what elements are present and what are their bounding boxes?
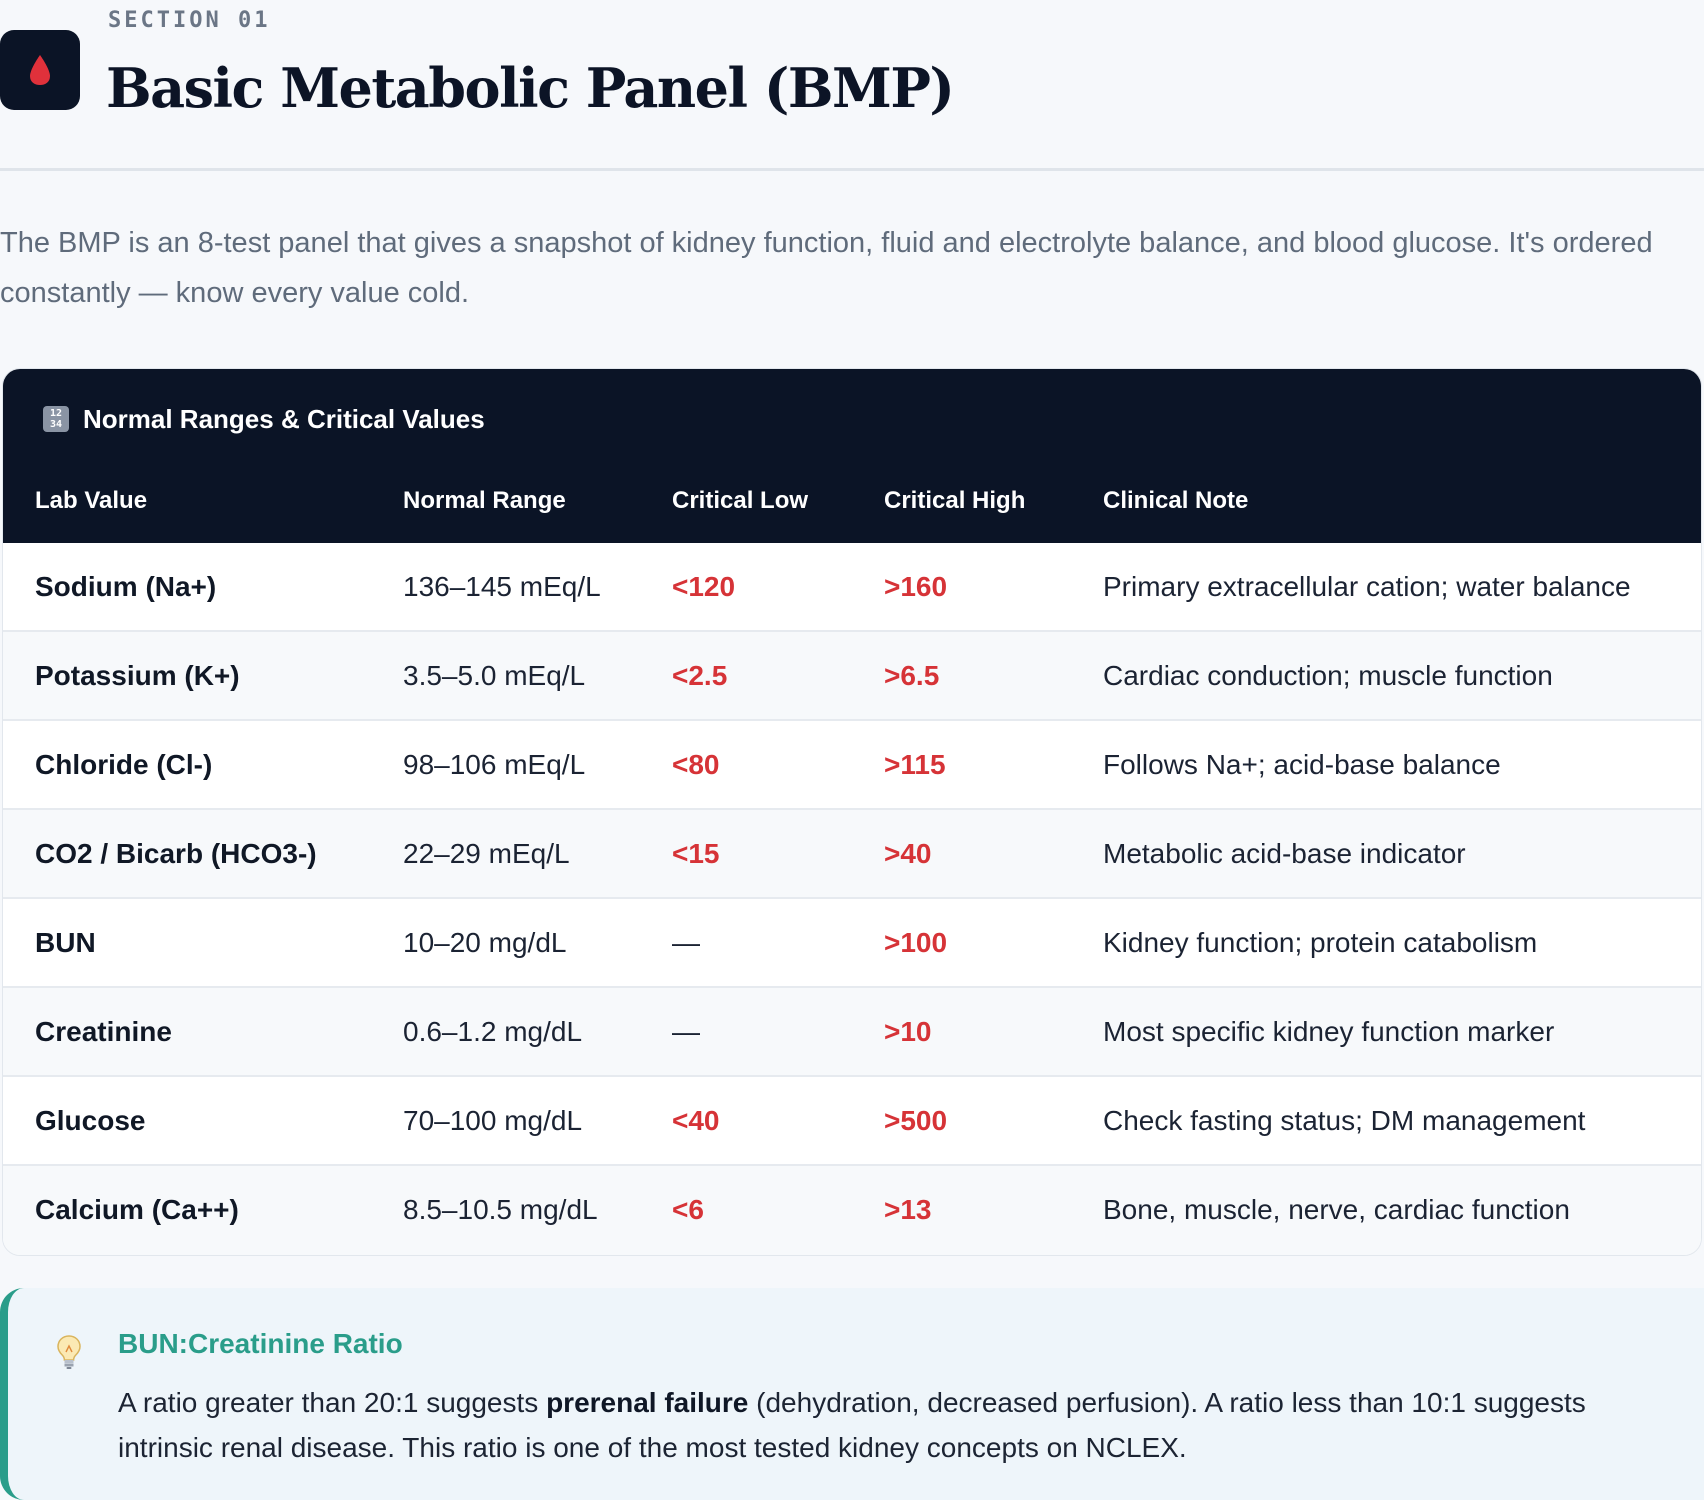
clinical-note-cell: Kidney function; protein catabolism [1103,926,1538,958]
table-header [3,369,1702,543]
critical-low-cell: <120 [672,570,736,602]
critical-low-cell: <2.5 [672,659,728,691]
critical-high-cell: >13 [884,1193,932,1225]
callout-text-start: A ratio greater than 20:1 suggests [118,1387,547,1418]
normal-range-cell: 3.5–5.0 mEq/L [403,659,586,691]
normal-range-cell: 0.6–1.2 mg/dL [403,1015,583,1047]
critical-high-cell: >115 [884,748,946,780]
critical-low-cell: <40 [672,1104,720,1136]
callout-title: BUN:Creatinine Ratio [118,1328,403,1359]
critical-low-cell: — [672,926,700,958]
critical-low-cell: <15 [672,837,720,869]
clinical-note-cell: Most specific kidney function marker [1103,1015,1555,1047]
section-header [0,0,1704,171]
lab-name-cell: Calcium (Ca++) [35,1193,239,1225]
lab-name-cell: Potassium (K+) [35,659,240,691]
critical-high-cell: >10 [884,1015,932,1047]
column-header-clinical-note: Clinical Note [1103,487,1249,514]
normal-range-cell: 136–145 mEq/L [403,570,601,602]
normal-range-cell: 70–100 mg/dL [403,1104,583,1136]
lab-name-cell: BUN [35,926,96,958]
critical-low-cell: <80 [672,748,720,780]
clinical-note-cell: Primary extracellular cation; water balance [1103,570,1631,602]
lab-name-cell: Sodium (Na+) [35,570,217,602]
column-header-critical-low: Critical Low [672,487,809,514]
column-header-lab-value: Lab Value [35,487,148,514]
critical-low-cell: — [672,1015,700,1047]
table-title-text: Normal Ranges & Critical Values [83,403,485,434]
normal-range-cell: 10–20 mg/dL [403,926,567,958]
callout-text [118,1380,1688,1470]
critical-low-cell: <6 [672,1193,704,1225]
normal-range-cell: 98–106 mEq/L [403,748,586,780]
critical-high-cell: >160 [884,570,948,602]
table-row [3,988,1702,1077]
lab-values-table [2,368,1702,1256]
lab-name-cell: Chloride (Cl-) [35,748,213,780]
intro-paragraph: The BMP is an 8-test panel that gives a snapshot of kidney function, fluid and electrolyte balance, and blood glucose. It's ordered constantly — know every value cold. [0,227,1653,309]
callout-text-end: (dehydration, decreased perfusion). A ratio less than 10:1 suggests intrinsic renal disease. This ratio is one of the most tested kidney concepts on NCLEX. [118,1387,1586,1463]
callout-emphasis: prerenal failure [546,1387,749,1418]
page-title: Basic Metabolic Panel (BMP) [106,56,954,120]
clinical-note-cell: Cardiac conduction; muscle function [1103,659,1553,691]
lightbulb-icon [56,1334,82,1370]
critical-high-cell: >500 [884,1104,948,1136]
table-row [3,899,1702,988]
table-row [3,1166,1702,1255]
section-label: SECTION 01 [108,8,271,33]
column-header-normal-range: Normal Range [403,487,566,514]
clinical-note-cell: Bone, muscle, nerve, cardiac function [1103,1193,1570,1225]
lab-name-cell: Creatinine [35,1015,172,1047]
normal-range-cell: 8.5–10.5 mg/dL [403,1193,598,1225]
lab-name-cell: CO2 / Bicarb (HCO3-) [35,837,317,869]
table-title [43,399,485,439]
clinical-note-cell: Metabolic acid-base indicator [1103,837,1466,869]
table-row [3,721,1702,810]
lab-name-cell: Glucose [35,1104,146,1136]
table-row [3,543,1702,632]
table-row [3,810,1702,899]
clinical-note-cell: Check fasting status; DM management [1103,1104,1586,1136]
critical-high-cell: >100 [884,926,948,958]
normal-range-cell: 22–29 mEq/L [403,837,570,869]
critical-high-cell: >6.5 [884,659,940,691]
table-body [3,543,1702,1255]
table-row [3,1077,1702,1166]
blood-drop-icon [27,53,53,87]
table-row [3,632,1702,721]
column-header-critical-high: Critical High [884,487,1026,514]
critical-high-cell: >40 [884,837,932,869]
tip-callout [0,1288,1704,1500]
section-badge [0,30,80,110]
clinical-note-cell: Follows Na+; acid-base balance [1103,748,1501,780]
numbers-icon: 12 34 [43,406,69,432]
